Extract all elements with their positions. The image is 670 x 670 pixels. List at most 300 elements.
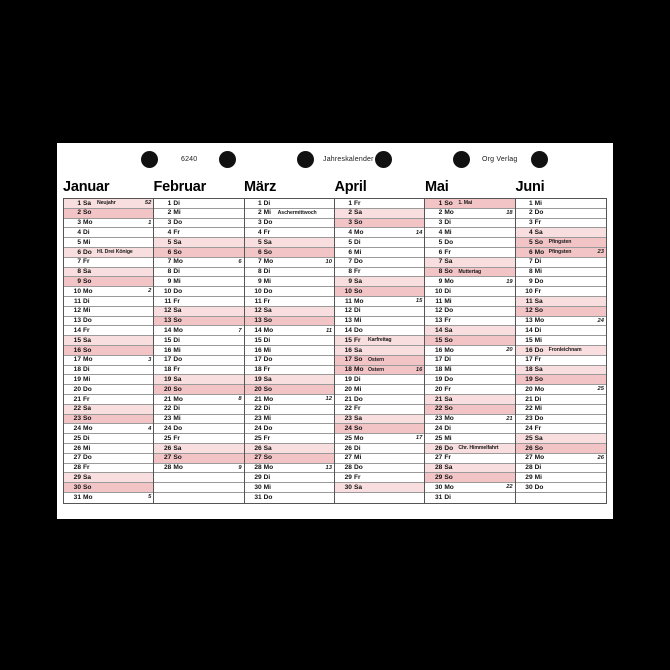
day-number: 27 [434,454,443,462]
day-of-week: Fr [263,297,271,305]
day-row[interactable] [64,424,153,434]
day-row[interactable] [64,238,153,248]
day-of-week: So [534,375,544,383]
week-number: 1 [148,219,152,226]
day-row[interactable] [64,356,153,366]
day-row[interactable] [64,434,153,444]
holiday-note: Ostern [367,357,385,364]
day-row[interactable] [154,375,243,385]
day-row[interactable] [335,346,424,356]
day-of-week: Sa [263,375,272,383]
day-of-week: Do [534,277,544,285]
day-row[interactable] [516,307,606,317]
day-row[interactable] [64,493,153,503]
day-row[interactable] [154,415,243,425]
day-number: 10 [163,287,172,295]
day-of-week: Mo [173,395,183,403]
day-row[interactable] [154,297,243,307]
day-number: 19 [254,375,262,383]
day-of-week: Do [83,248,92,256]
day-number: 20 [344,385,352,393]
day-row[interactable] [516,268,606,278]
day-row[interactable] [516,258,606,268]
day-of-week: Di [83,434,90,442]
day-row[interactable] [516,317,606,327]
day-row[interactable] [154,356,243,366]
day-of-week: Di [534,326,542,334]
day-row[interactable] [335,434,424,444]
punch-hole-icon [141,151,158,168]
week-number: 14 [415,229,423,236]
day-number: 19 [163,375,172,383]
day-number: 5 [167,238,172,246]
day-of-week: Mi [263,277,271,285]
day-row[interactable] [245,238,334,248]
day-of-week: Do [83,454,92,462]
week-number: 9 [238,464,242,471]
day-of-week: Mo [444,209,454,217]
day-of-week: Sa [534,228,543,236]
day-of-week: Di [173,268,180,276]
day-row[interactable] [245,464,334,474]
day-of-week: Mi [83,238,91,246]
day-row[interactable] [425,336,514,346]
day-row[interactable] [245,454,334,464]
day-row[interactable] [425,415,514,425]
day-number: 9 [167,277,172,285]
day-of-week: So [173,317,182,325]
day-row[interactable] [154,336,243,346]
day-row[interactable] [335,395,424,405]
day-row[interactable] [64,346,153,356]
day-row[interactable] [425,454,514,464]
day-of-week: Mi [173,415,181,423]
day-number: 31 [254,493,262,501]
day-number: 4 [77,228,81,236]
day-number: 4 [257,228,262,236]
day-number: 1 [528,199,533,207]
day-of-week: Mi [263,415,271,423]
day-row[interactable] [245,405,334,415]
day-row[interactable] [335,336,424,346]
day-row[interactable] [245,268,334,278]
day-row[interactable] [154,444,243,454]
day-row[interactable] [425,356,514,366]
day-row[interactable] [64,219,153,229]
day-number: 27 [344,454,352,462]
day-number: 10 [434,287,443,295]
day-row[interactable] [425,326,514,336]
day-row[interactable] [154,277,243,287]
day-row[interactable] [154,464,243,474]
day-row[interactable] [154,287,243,297]
day-of-week: Do [173,356,183,364]
day-row[interactable] [516,346,606,356]
day-row[interactable] [245,483,334,493]
day-row[interactable] [64,258,153,268]
day-number: 25 [163,434,172,442]
day-row[interactable] [335,228,424,238]
day-row[interactable] [425,277,514,287]
day-number: 30 [434,483,443,491]
day-row[interactable] [425,297,514,307]
day-row[interactable] [64,228,153,238]
day-row[interactable] [245,375,334,385]
day-row[interactable] [516,219,606,229]
day-row[interactable] [154,385,243,395]
day-row[interactable] [245,248,334,258]
day-number: 18 [434,366,443,374]
day-row[interactable] [335,424,424,434]
day-row[interactable] [154,346,243,356]
day-of-week: Do [444,238,454,246]
day-row[interactable] [154,238,243,248]
day-row[interactable] [245,277,334,287]
week-number: 22 [506,484,513,491]
day-of-week: Di [263,336,271,344]
day-row[interactable] [154,405,243,415]
day-of-week: Di [353,375,361,383]
day-row[interactable] [64,464,153,474]
day-row[interactable] [516,336,606,346]
day-row[interactable] [425,317,514,327]
day-row[interactable] [64,326,153,336]
day-of-week: Fr [444,317,451,325]
day-row[interactable] [425,346,514,356]
day-row[interactable] [516,395,606,405]
day-row[interactable] [516,199,606,209]
day-row[interactable] [154,326,243,336]
day-of-week: So [83,277,92,285]
calendar-sheet [57,143,613,519]
day-row[interactable] [425,473,514,483]
day-row[interactable] [154,199,243,209]
day-row[interactable] [154,209,243,219]
day-row[interactable] [425,307,514,317]
holiday-note: Aschermittwoch [277,210,317,217]
day-row[interactable] [245,473,334,483]
day-row[interactable] [335,219,424,229]
day-of-week: Do [173,287,183,295]
day-row[interactable] [516,238,606,248]
day-row-empty[interactable] [154,483,243,493]
day-row[interactable] [154,248,243,258]
day-row[interactable] [64,336,153,346]
day-row[interactable] [245,209,334,219]
day-row[interactable] [245,346,334,356]
day-number: 20 [73,385,81,393]
day-number: 3 [438,219,443,227]
day-row-empty[interactable] [154,473,243,483]
day-row[interactable] [335,375,424,385]
day-number: 11 [74,297,81,305]
day-row[interactable] [516,366,606,376]
day-row[interactable] [245,434,334,444]
day-number: 19 [525,375,533,383]
day-row[interactable] [516,464,606,474]
week-number: 19 [506,278,513,285]
day-row[interactable] [245,307,334,317]
day-row[interactable] [516,228,606,238]
month-column [154,199,244,503]
day-row[interactable] [245,219,334,229]
day-row[interactable] [335,287,424,297]
day-row[interactable] [64,277,153,287]
day-number: 2 [167,209,172,217]
punch-hole-icon [219,151,236,168]
day-number: 8 [167,268,172,276]
day-row[interactable] [425,366,514,376]
day-of-week: Sa [83,199,92,207]
day-number: 23 [163,415,172,423]
day-row[interactable] [64,209,153,219]
day-row[interactable] [335,464,424,474]
day-row[interactable] [245,493,334,503]
day-number: 24 [73,424,81,432]
day-number: 21 [434,395,443,403]
day-number: 29 [525,473,533,481]
day-row[interactable] [516,405,606,415]
day-row[interactable] [64,395,153,405]
day-row[interactable] [516,209,606,219]
day-number: 9 [257,277,262,285]
day-of-week: Mi [263,209,271,217]
day-row[interactable] [425,209,514,219]
week-number: 12 [325,396,332,403]
day-row-empty[interactable] [335,493,424,503]
holiday-note: Fronleichnam [548,347,582,354]
day-row[interactable] [516,375,606,385]
day-row[interactable] [516,287,606,297]
day-row[interactable] [154,307,243,317]
day-row[interactable] [245,356,334,366]
day-row[interactable] [335,405,424,415]
day-row[interactable] [425,228,514,238]
day-of-week: Mi [83,444,91,452]
day-row[interactable] [245,424,334,434]
day-number: 25 [344,434,352,442]
day-row[interactable] [335,277,424,287]
day-row[interactable] [64,454,153,464]
day-row[interactable] [516,356,606,366]
day-row[interactable] [425,287,514,297]
day-number: 12 [254,307,262,315]
day-row[interactable] [516,248,606,258]
day-row[interactable] [154,424,243,434]
day-of-week: Fr [173,434,180,442]
day-row[interactable] [154,366,243,376]
day-row[interactable] [335,356,424,366]
day-row[interactable] [335,415,424,425]
day-row[interactable] [516,297,606,307]
day-row[interactable] [425,268,514,278]
day-of-week: So [534,307,544,315]
day-row[interactable] [245,317,334,327]
day-row[interactable] [516,444,606,454]
day-row[interactable] [245,336,334,346]
day-row[interactable] [335,258,424,268]
day-number: 3 [348,219,352,227]
day-row[interactable] [154,317,243,327]
day-row[interactable] [516,473,606,483]
day-row[interactable] [64,287,153,297]
day-of-week: Di [173,336,180,344]
day-row[interactable] [64,307,153,317]
day-row[interactable] [425,424,514,434]
day-of-week: Mo [173,464,183,472]
day-row-empty[interactable] [516,493,606,503]
day-row[interactable] [64,483,153,493]
day-number: 26 [525,444,533,452]
day-row[interactable] [64,366,153,376]
day-number: 24 [434,424,443,432]
day-row[interactable] [335,454,424,464]
day-of-week: Mi [534,268,542,276]
day-row[interactable] [64,405,153,415]
day-row[interactable] [516,277,606,287]
day-row[interactable] [335,199,424,209]
day-of-week: Sa [173,307,182,315]
day-row[interactable] [425,444,514,454]
day-row[interactable] [425,434,514,444]
day-row[interactable] [154,434,243,444]
day-row[interactable] [425,483,514,493]
day-row[interactable] [516,424,606,434]
day-row[interactable] [335,297,424,307]
day-row[interactable] [425,375,514,385]
day-row[interactable] [245,415,334,425]
day-number: 11 [345,297,352,305]
day-row[interactable] [425,464,514,474]
day-of-week: Do [263,356,273,364]
week-number: 8 [238,396,242,403]
day-row[interactable] [245,395,334,405]
day-row[interactable] [245,297,334,307]
day-row[interactable] [335,307,424,317]
holiday-note: Chr. Himmelfahrt [458,445,499,452]
day-row[interactable] [64,297,153,307]
day-number: 23 [73,415,81,423]
day-of-week: So [173,385,182,393]
day-row[interactable] [245,326,334,336]
day-row[interactable] [64,248,153,258]
day-row[interactable] [425,238,514,248]
day-row[interactable] [425,385,514,395]
day-row[interactable] [154,395,243,405]
day-of-week: So [534,444,544,452]
day-row[interactable] [335,444,424,454]
day-number: 24 [163,424,172,432]
day-number: 17 [73,356,81,364]
day-row[interactable] [64,473,153,483]
day-number: 1 [167,199,172,207]
day-of-week: Mo [263,395,274,403]
day-row[interactable] [154,268,243,278]
day-row[interactable] [64,385,153,395]
day-row[interactable] [245,258,334,268]
day-row[interactable] [335,248,424,258]
day-of-week: Do [534,415,544,423]
day-number: 22 [344,405,352,413]
day-number: 16 [434,346,443,354]
day-row[interactable] [154,228,243,238]
day-row[interactable] [154,258,243,268]
day-of-week: Di [263,405,271,413]
product-code: 6240 [181,156,198,163]
day-number: 2 [257,209,262,217]
day-row[interactable] [425,405,514,415]
day-row[interactable] [516,434,606,444]
day-number: 25 [254,434,262,442]
day-row[interactable] [64,317,153,327]
day-row[interactable] [516,483,606,493]
day-row[interactable] [516,454,606,464]
day-row[interactable] [64,268,153,278]
day-of-week: So [353,424,363,432]
day-row[interactable] [516,415,606,425]
day-row[interactable] [335,326,424,336]
day-row[interactable] [425,248,514,258]
day-number: 13 [434,317,443,325]
day-row[interactable] [64,199,153,209]
day-of-week: So [444,473,453,481]
day-row[interactable] [245,287,334,297]
day-row[interactable] [425,493,514,503]
week-number: 5 [148,494,152,501]
day-number: 20 [525,385,533,393]
day-row[interactable] [335,483,424,493]
day-row[interactable] [335,473,424,483]
day-row[interactable] [425,258,514,268]
day-row[interactable] [154,454,243,464]
day-row[interactable] [245,366,334,376]
day-of-week: So [444,336,453,344]
day-of-week: Fr [353,268,361,276]
day-row[interactable] [516,385,606,395]
day-row[interactable] [425,219,514,229]
day-row[interactable] [245,385,334,395]
day-of-week: Mo [83,424,93,432]
day-row[interactable] [335,385,424,395]
day-row[interactable] [154,219,243,229]
day-of-week: Mi [444,434,452,442]
day-row[interactable] [425,199,514,209]
day-row[interactable] [64,415,153,425]
day-row[interactable] [516,326,606,336]
day-row[interactable] [335,209,424,219]
day-row[interactable] [335,268,424,278]
day-of-week: Mi [173,209,181,217]
month-heading-februar: Februar [153,179,207,195]
day-number: 8 [77,268,81,276]
day-row[interactable] [245,199,334,209]
day-of-week: Do [353,326,363,334]
day-number: 6 [438,248,443,256]
day-row[interactable] [245,444,334,454]
day-row-empty[interactable] [154,493,243,503]
day-row[interactable] [64,444,153,454]
day-row[interactable] [335,238,424,248]
day-of-week: Sa [353,277,363,285]
day-row[interactable] [335,366,424,376]
day-row[interactable] [245,228,334,238]
day-of-week: Fr [173,297,180,305]
day-number: 22 [163,405,172,413]
day-row[interactable] [425,395,514,405]
day-row[interactable] [335,317,424,327]
day-of-week: So [444,405,453,413]
day-row[interactable] [64,375,153,385]
